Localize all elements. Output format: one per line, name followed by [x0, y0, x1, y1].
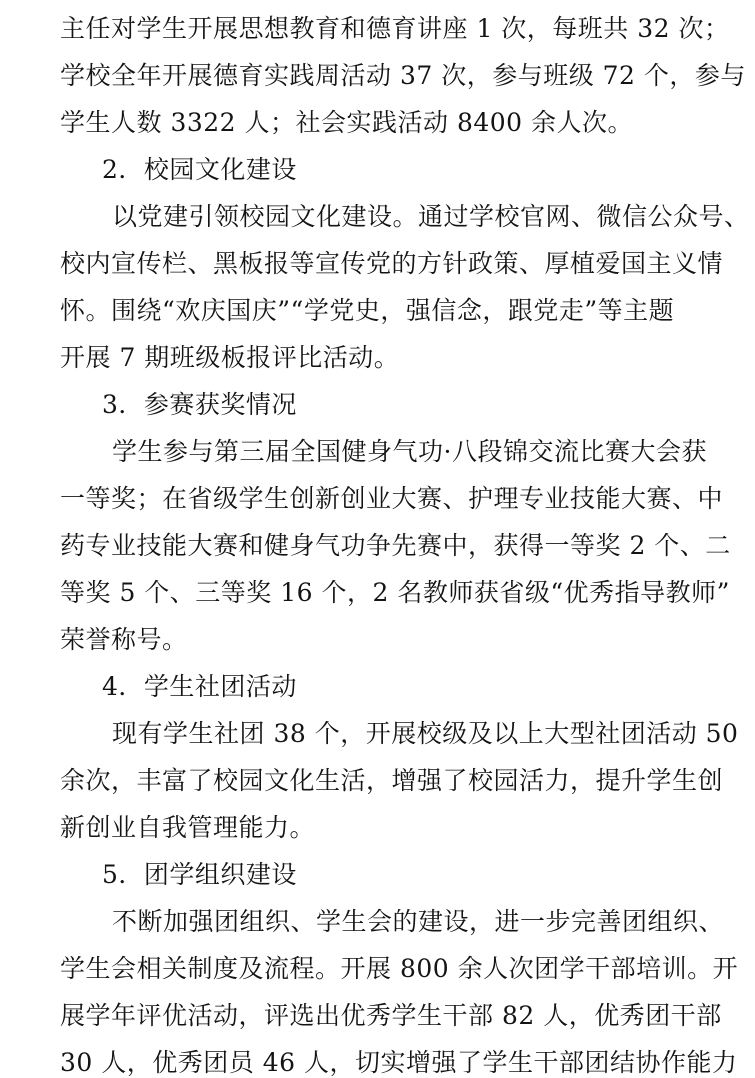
section-heading: 5．团学组织建设 — [102, 860, 297, 889]
paragraph-line: 30 人，优秀团员 46 人，切实增强了学生干部团结协作能力 — [60, 1048, 738, 1077]
paragraph-line: 校内宣传栏、黑板报等宣传党的方针政策、厚植爱国主义情 — [60, 249, 724, 278]
section-heading: 4．学生社团活动 — [102, 672, 297, 701]
paragraph-line: 怀。围绕“欢庆国庆”“学党史，强信念，跟党走”等主题 — [60, 296, 675, 325]
paragraph-line: 学校全年开展德育实践周活动 37 次，参与班级 72 个，参与 — [60, 61, 746, 90]
paragraph-line: 等奖 5 个、三等奖 16 个，2 名教师获省级“优秀指导教师” — [60, 578, 730, 607]
paragraph-line: 学生参与第三届全国健身气功·八段锦交流比赛大会获 — [112, 437, 707, 466]
paragraph-line: 以党建引领校园文化建设。通过学校官网、微信公众号、 — [112, 202, 750, 231]
paragraph-line: 新创业自我管理能力。 — [60, 813, 316, 842]
paragraph-line: 现有学生社团 38 个，开展校级及以上大型社团活动 50 — [112, 719, 739, 748]
paragraph-line: 主任对学生开展思想教育和德育讲座 1 次，每班共 32 次； — [60, 14, 730, 43]
section-heading: 3．参赛获奖情况 — [102, 390, 297, 419]
paragraph-line: 荣誉称号。 — [60, 625, 188, 654]
paragraph-line: 不断加强团组织、学生会的建设，进一步完善团组织、 — [112, 907, 725, 936]
paragraph-line: 药专业技能大赛和健身气功争先赛中，获得一等奖 2 个、二 — [60, 531, 731, 560]
paragraph-line: 开展 7 期班级板报评比活动。 — [60, 343, 400, 372]
paragraph-line: 展学年评优活动，评选出优秀学生干部 82 人，优秀团干部 — [60, 1001, 722, 1030]
paragraph-line: 学生人数 3322 人；社会实践活动 8400 余人次。 — [60, 108, 634, 137]
paragraph-line: 一等奖；在省级学生创新创业大赛、护理专业技能大赛、中 — [60, 484, 724, 513]
paragraph-line: 余次，丰富了校园文化生活，增强了校园活力，提升学生创 — [60, 766, 724, 795]
section-heading: 2．校园文化建设 — [102, 155, 297, 184]
paragraph-line: 学生会相关制度及流程。开展 800 余人次团学干部培训。开 — [60, 954, 739, 983]
